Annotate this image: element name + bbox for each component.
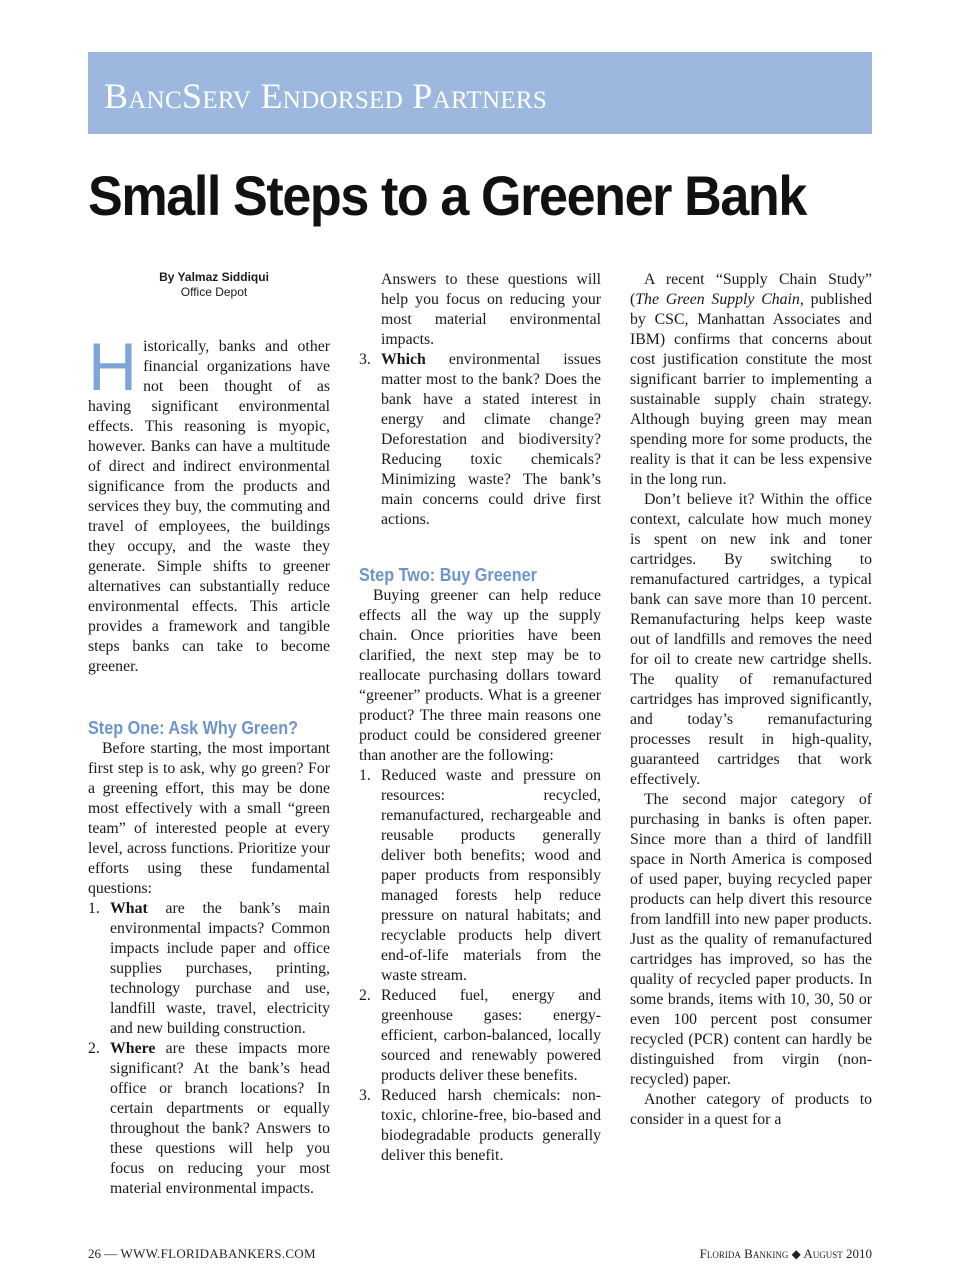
footer-url: WWW.FLORIDABANKERS.COM [120, 1246, 316, 1261]
list-item [359, 986, 601, 1086]
question-keyword: What [110, 900, 148, 917]
reason-list [359, 766, 601, 1166]
list-item [359, 766, 601, 986]
list-number: 3. [359, 351, 371, 368]
footer-separator: — [104, 1246, 118, 1261]
article-headline: Small Steps to a Greener Bank [88, 164, 806, 227]
column-2 [359, 270, 601, 1166]
text-run: , published by CSC, Manhattan Associates and IBM) confirms that concerns about cost justification constitute the most significant barrier to implementing a sustainable supply chain strategy. Although buying green may mean spending more for some products, the reality is that it can be less expensive in the long run. [630, 291, 872, 488]
page-number: 26 [88, 1246, 101, 1261]
reason-text: Reduced fuel, energy and greenhouse gases: energy-efficient, carbon-balanced, locally sourced and renewably powered products deliver these benefits. [381, 987, 601, 1084]
column-1 [88, 270, 330, 1199]
supply-chain-paragraph [630, 270, 872, 490]
drop-cap: H [88, 329, 138, 405]
issue-date: August 2010 [803, 1246, 872, 1261]
list-item-continued [359, 270, 601, 350]
subhead-step-one: Step One: Ask Why Green? [88, 718, 299, 738]
diamond-icon: ◆ [791, 1247, 801, 1261]
step-two-paragraph: Buying greener can help reduce effects all the way up the supply chain. Once priorities have been clarified, the next step may be to reallocate purchasing dollars toward “greener” products. What is a greener product? The three main reasons one product could be considered greener than another are the following: [359, 587, 601, 764]
list-number: 1. [359, 767, 371, 784]
section-title: BancServ Endorsed Partners [104, 76, 548, 116]
question-text: are these impacts more significant? At the bank’s head office or branch locations? In certain departments or equally throughout the bank? Answers to these questions will help you focus on reducing your most material environmental impacts. [110, 1040, 330, 1197]
publication-name: Florida Banking [699, 1246, 789, 1261]
cartridge-paragraph: Don’t believe it? Within the office context, calculate how much money is spent on new ink and toner cartridges. By switching to remanufactured cartridges, a typical bank can save more than 10 percent. Remanufacturing helps keep waste out of landfills and removes the need for oil to create new cartridge shells. The quality of remanufactured cartridges has improved significantly, and today’s remanufacturing processes result in high-quality, guaranteed cartridges that work effectively. [630, 491, 872, 788]
list-item [88, 899, 330, 1039]
list-number: 2. [88, 1040, 100, 1057]
reason-text: Reduced harsh chemicals: non-toxic, chlorine-free, bio-based and biodegradable products generally deliver this benefit. [381, 1087, 601, 1164]
question-text: environmental issues matter most to the bank? Does the bank have a stated interest in energy and climate change? Deforestation and biodiversity? Reducing toxic chemicals? Minimizing waste? The bank’s main concerns could drive first actions. [381, 351, 601, 528]
reason-text: Reduced waste and pressure on resources: recycled, remanufactured, rechargeable and reusable products generally deliver both benefits; wood and paper products from responsibly managed forests help reduce pressure on natural habitats; and recyclable products help divert end-of-life materials from the waste stream. [381, 767, 601, 984]
byline-organization: Office Depot [180, 285, 248, 299]
list-number: 2. [359, 987, 371, 1004]
section-banner [88, 52, 872, 134]
list-item [359, 1086, 601, 1166]
list-item [359, 350, 601, 530]
column-3 [630, 270, 872, 1130]
list-number: 1. [88, 900, 100, 917]
study-title: The Green Supply Chain [635, 291, 800, 308]
step-one-paragraph: Before starting, the most important first step is to ask, why go green? For a greening effort, this may be done most effectively with a small “green team” of interested people at every level, across functions. Prioritize your efforts using these fundamental questions: [88, 740, 330, 897]
question-keyword: Which [381, 351, 426, 368]
text-run: A recent “Supply Chain Study” ( [630, 271, 872, 308]
question-text: are the bank’s main environmental impacts? Common impacts include paper and office supplies purchases, printing, technology purchase and use, landfill waste, travel, electricity and new building construction. [110, 900, 330, 1037]
question-keyword: Where [110, 1040, 156, 1057]
footer-right [700, 1246, 872, 1262]
continued-text: Answers to these questions will help you focus on reducing your most material environmental impacts. [381, 271, 601, 348]
question-list [88, 899, 330, 1199]
question-list-continued [359, 270, 601, 530]
subhead-step-two: Step Two: Buy Greener [359, 565, 537, 585]
another-category-paragraph: Another category of products to consider in a quest for a [630, 1091, 872, 1128]
byline [88, 270, 330, 300]
intro-paragraph [88, 329, 330, 677]
intro-text: istorically, banks and other financial organizations have not been thought of as having significant environmental effects. This reasoning is myopic, however. Banks can have a multitude of direct and indirect environmental significance from the products and services they buy, the commuting and travel of employees, the buildings they occupy, and the waste they generate. Simple shifts to greener alternatives can substantially reduce environmental effects. This article provides a framework and tangible steps banks can take to become greener. [88, 338, 330, 675]
paper-paragraph: The second major category of purchasing in banks is often paper. Since more than a third of landfill space in North America is composed of used paper, buying recycled paper products can help divert this resource from landfill into new paper products. Just as the quality of remanufactured cartridges has improved, so has the quality of recycled paper products. In some brands, items with 10, 30, 50 or even 100 percent post consumer recycled (PCR) content can hardly be distinguished from virgin (non-recycled) paper. [630, 791, 872, 1088]
byline-author: By Yalmaz Siddiqui [159, 270, 269, 284]
list-number: 3. [359, 1087, 371, 1104]
list-item [88, 1039, 330, 1199]
footer-left [88, 1246, 316, 1262]
